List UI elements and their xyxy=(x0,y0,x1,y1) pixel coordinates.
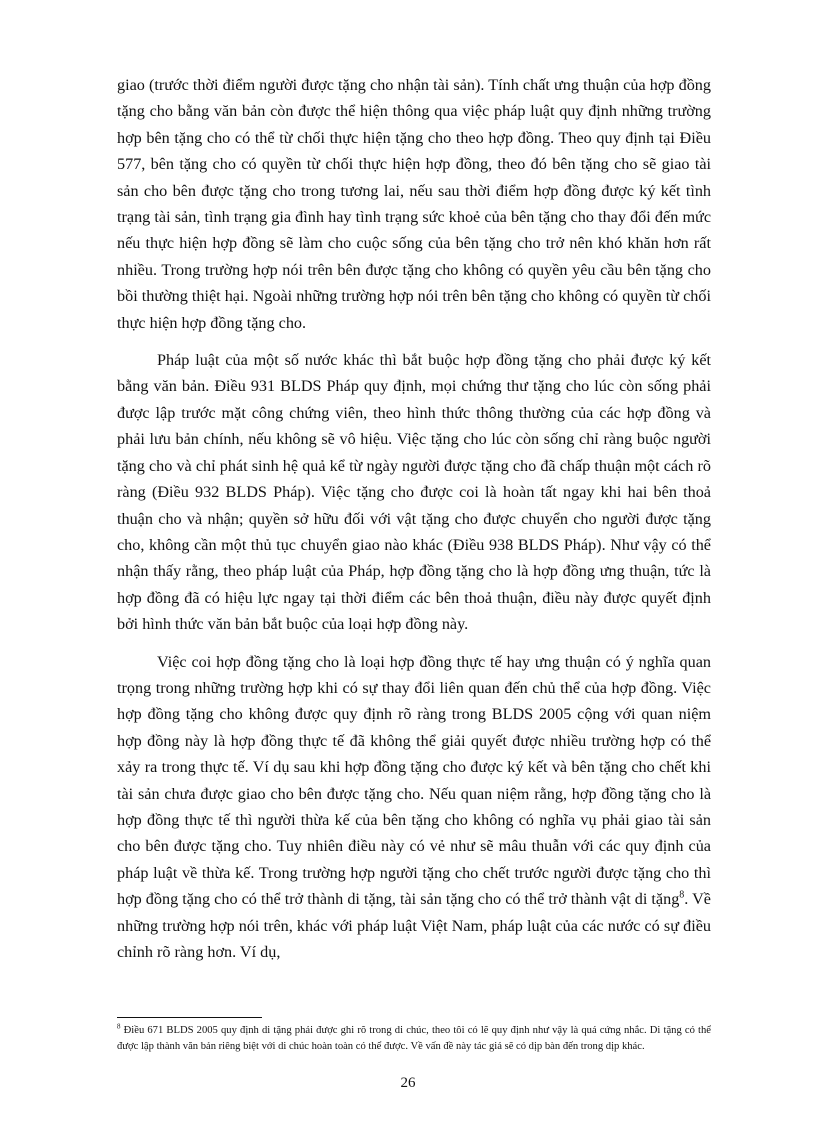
paragraph-1: giao (trước thời điểm người được tặng cho nhận tài sản). Tính chất ưng thuận của hợp đồng tặng cho bằng văn bản còn được thể hiện thông qua việc pháp luật quy định những trường hợp bên tặng cho có thể từ chối thực hiện tặng cho theo hợp đồng. Theo quy định tại Điều 577, bên tặng cho có quyền từ chối thực hiện hợp đồng, theo đó bên tặng cho sẽ giao tài sản cho bên được tặng cho trong tương lai, nếu sau thời điểm hợp đồng được ký kết tình trạng tài sản, tình trạng gia đình hay tình trạng sức khoẻ của bên tặng cho thay đổi đến mức nếu thực hiện hợp đồng sẽ làm cho cuộc sống của bên tặng cho trở nên khó khăn hơn rất nhiều. Trong trường hợp nói trên bên được tặng cho không có quyền yêu cầu bên tặng cho bồi thường thiệt hại. Ngoài những trường hợp nói trên bên tặng cho không có quyền từ chối thực hiện hợp đồng tặng cho. xyxy=(117,76,711,332)
footnote-reference[interactable]: 8 xyxy=(679,889,685,901)
body-text xyxy=(117,72,711,976)
footnote-text: Điều 671 BLDS 2005 quy định di tặng phải được ghi rõ trong di chúc, theo tôi có lẽ quy định như vậy là quá cứng nhắc. Di tặng có thể được lập thành văn bản riêng biệt với di chúc hoàn toàn có thể được. Về vấn đề này tác giả sẽ có dịp bàn đến trong dịp khác. xyxy=(117,1025,711,1052)
footnote-number: 8 xyxy=(117,1022,121,1031)
paragraph-3 xyxy=(117,649,711,966)
paragraph-3-text-b: . Về những trường hợp nói trên, khác với pháp luật Việt Nam, pháp luật của các nước có sự điều chỉnh rõ ràng hơn. Ví dụ, xyxy=(117,890,711,961)
footnote xyxy=(117,1023,711,1054)
page-number: 26 xyxy=(400,1075,416,1091)
footnote-separator xyxy=(117,1017,262,1018)
paragraph-3-text-a: Việc coi hợp đồng tặng cho là loại hợp đồng thực tế hay ưng thuận có ý nghĩa quan trọng trong những trường hợp khi có sự thay đổi liên quan đến chủ thể của hợp đồng. Việc hợp đồng tặng cho không được quy định rõ ràng trong BLDS 2005 cộng với quan niệm hợp đồng này là hợp đồng thực tế đã không thể giải quyết được nhiều trường hợp có thể xảy ra trong thực tế. Ví dụ sau khi hợp đồng tặng cho được ký kết và bên tặng cho chết khi tài sản chưa được giao cho bên được tặng cho. Nếu quan niệm rằng, hợp đồng tặng cho là hợp đồng thực tế thì người thừa kế của bên tặng cho không có nghĩa vụ phải giao tài sản cho bên được tặng cho. Tuy nhiên điều này có vẻ như sẽ mâu thuẫn với các quy định của pháp luật về thừa kế. Trong trường hợp người tặng cho chết trước người được tặng cho thì hợp đồng tặng cho có thể trở thành di tặng, tài sản tặng cho có thể trở thành vật di tặng xyxy=(117,652,711,909)
paragraph-2: Pháp luật của một số nước khác thì bắt buộc hợp đồng tặng cho phải được ký kết bằng văn bản. Điều 931 BLDS Pháp quy định, mọi chứng thư tặng cho lúc còn sống phải được lập trước mặt công chứng viên, theo hình thức thông thường của các hợp đồng và phải lưu bản chính, nếu không sẽ vô hiệu. Việc tặng cho lúc còn sống chỉ ràng buộc người tặng cho và chỉ phát sinh hệ quả kể từ ngày người được tặng cho đã chấp thuận một cách rõ ràng (Điều 932 BLDS Pháp). Việc tặng cho được coi là hoàn tất ngay khi hai bên thoả thuận cho và nhận; quyền sở hữu đối với vật tặng cho được chuyển cho người được tặng cho, không cần một thủ tục chuyển giao nào khác (Điều 938 BLDS Pháp). Như vậy có thể nhận thấy rằng, theo pháp luật của Pháp, hợp đồng tặng cho là hợp đồng ưng thuận, tức là hợp đồng đã có hiệu lực ngay tại thời điểm các bên thoả thuận, điều này được quyết định bởi hình thức văn bản bắt buộc của loại hợp đồng này. xyxy=(117,351,711,634)
